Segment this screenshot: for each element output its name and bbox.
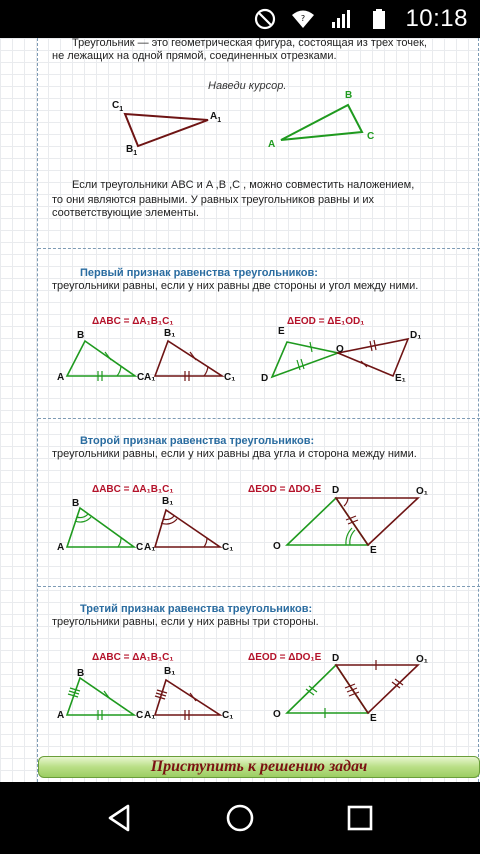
criterion2-equation-left: ΔABC = ΔA₁B₁C₁	[92, 484, 174, 495]
c2-label-b: B	[72, 498, 80, 509]
c3-label-b: B	[77, 668, 85, 679]
criterion3-title: Третий признак равенства треугольников:	[80, 603, 313, 615]
criterion3-figures[interactable]	[0, 38, 480, 782]
c3-label-a: A	[57, 710, 65, 721]
c1-label-o: O	[336, 344, 344, 355]
c3-label-c1: C₁	[222, 710, 234, 721]
criterion3-text: треугольники равны, если у них равны три стороны.	[52, 616, 319, 628]
do-not-disturb-icon	[253, 7, 277, 31]
c3-label-o: O	[273, 709, 281, 720]
criterion1-equation-right: ΔEOD = ΔE₁OD₁	[287, 316, 365, 327]
battery-icon	[367, 7, 391, 31]
start-solving-button[interactable]: Приступить к решению задач	[38, 756, 480, 778]
c3-label-b1: B₁	[164, 666, 176, 677]
label-c: C	[367, 131, 375, 142]
c2-label-o1: O₁	[416, 486, 428, 497]
label-b1: $B_1$	[126, 144, 138, 157]
equality-para-3: соответствующие элементы.	[52, 207, 199, 219]
label-b: B	[345, 90, 353, 101]
label-a: A	[268, 139, 276, 150]
home-icon[interactable]	[224, 802, 256, 834]
svg-text:?: ?	[301, 14, 306, 23]
c2-label-a1: A₁	[144, 542, 156, 553]
c3-label-d: D	[332, 653, 340, 664]
navigation-bar	[0, 782, 480, 854]
c1-label-b: B	[77, 330, 85, 341]
c2-label-d: D	[332, 485, 340, 496]
c3-label-e: E	[370, 713, 377, 724]
c2-label-c: C	[136, 542, 144, 553]
c2-label-b1: B₁	[162, 496, 174, 507]
c1-label-e1: E₁	[395, 373, 406, 384]
recents-icon[interactable]	[344, 802, 376, 834]
c1-label-a1: A₁	[144, 372, 156, 383]
equality-para-1: Если треугольники ABC и A ,B ,C , можно совместить наложением,	[72, 179, 415, 191]
c3-label-c: C	[136, 710, 144, 721]
criterion2-text: треугольники равны, если у них равны два угла и сторона между ними.	[52, 448, 417, 460]
c2-label-e: E	[370, 545, 377, 556]
c1-label-e: E	[278, 326, 285, 337]
criterion1-equation-left: ΔABC = ΔA₁B₁C₁	[92, 316, 174, 327]
equality-para-2: то они являются равными. У равных треугольников равны и их	[52, 194, 374, 206]
criterion2-equation-right: ΔEOD = ΔDO₁E	[248, 484, 322, 495]
definition-line-2: не лежащих на одной прямой, соединенных отрезками.	[52, 50, 337, 62]
label-c1: $C_1$	[112, 100, 124, 113]
criterion3-equation-right: ΔEOD = ΔDO₁E	[248, 652, 322, 663]
definition-line-1: Треугольник — это геометрическая фигура, состоящая из трех точек,	[72, 38, 427, 49]
status-time: 10:18	[405, 5, 468, 32]
c1-label-a: A	[57, 372, 65, 383]
label-a1: $A_1$	[210, 111, 222, 124]
criterion1-text: треугольники равны, если у них равны две стороны и угол между ними.	[52, 280, 419, 292]
criterion3-equation-left: ΔABC = ΔA₁B₁C₁	[92, 652, 174, 663]
c1-label-c1: C₁	[224, 372, 236, 383]
c1-label-d: D	[261, 373, 269, 384]
c1-label-d1: D₁	[410, 330, 422, 341]
c1-label-b1: B₁	[164, 328, 176, 339]
hover-hint: Наведи курсор.	[208, 80, 287, 92]
c3-label-a1: A₁	[144, 710, 156, 721]
c3-label-o1: O₁	[416, 654, 428, 665]
criterion2-title: Второй признак равенства треугольников:	[80, 435, 315, 447]
back-icon[interactable]	[104, 802, 136, 834]
c2-label-o: O	[273, 541, 281, 552]
signal-icon	[329, 7, 353, 31]
page-content[interactable]	[0, 38, 480, 782]
criterion1-title: Первый признак равенства треугольников:	[80, 267, 318, 279]
status-bar	[0, 0, 480, 38]
wifi-icon	[291, 7, 315, 31]
c2-label-a: A	[57, 542, 65, 553]
c2-label-c1: C₁	[222, 542, 234, 553]
c1-label-c: C	[137, 372, 145, 383]
